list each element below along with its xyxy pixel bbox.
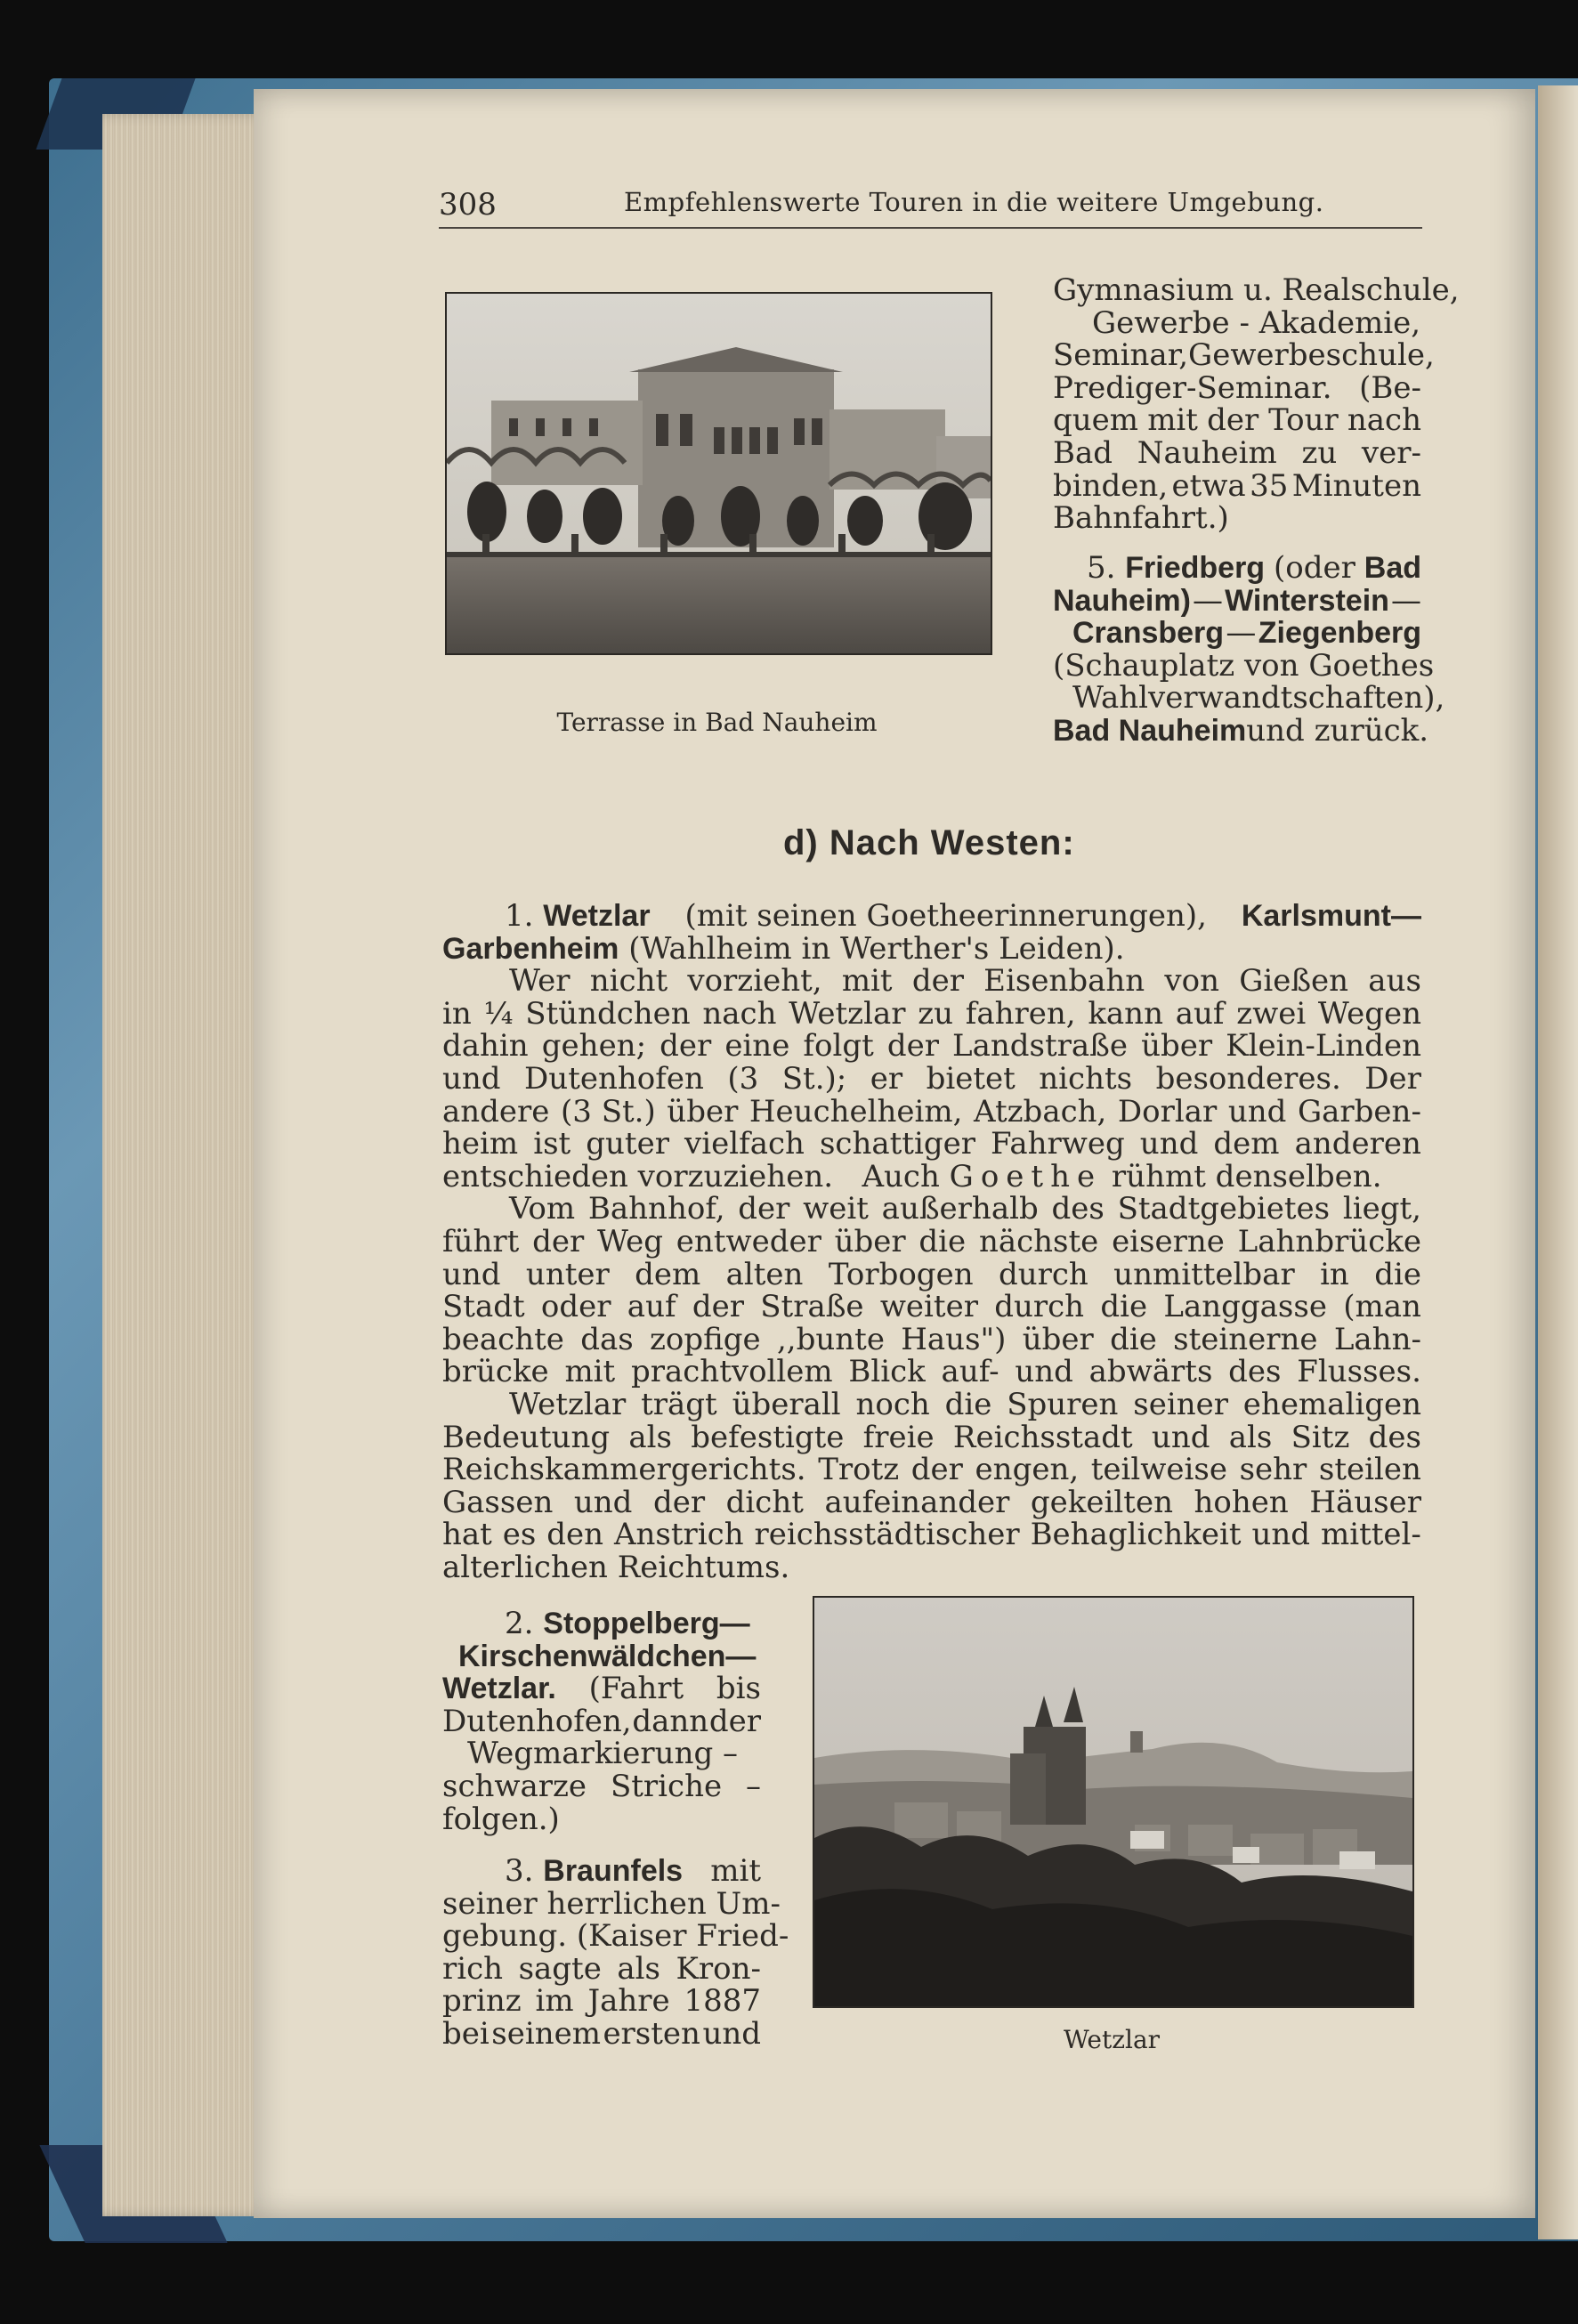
text-line: binden, etwa 35 Minuten <box>1053 467 1421 504</box>
text-line: Reichskammergerichts. Trotz der engen, teilweise sehr steilen <box>442 1452 1421 1488</box>
text-line: brücke mit prachtvollem Blick auf- und abwärts des Flusses. <box>442 1354 1421 1390</box>
text-line: 2. Stoppelberg— <box>505 1606 750 1641</box>
item-3-braunfels <box>442 1853 789 2052</box>
text-line: Bahnfahrt.) <box>1053 500 1229 537</box>
text-line: prinz im Jahre 1887 <box>442 1983 761 2020</box>
photo-bad-nauheim <box>445 292 992 655</box>
text-line: Wetzlar. (Fahrt bis <box>442 1671 761 1707</box>
text-line: entschieden vorzuziehen. Auch Goethe rühmt denselben. <box>442 1158 1382 1194</box>
text-line: Gewerbe - Akademie, <box>1092 304 1421 341</box>
text-line: 5. Friedberg (oder Bad <box>1087 550 1421 586</box>
text-line: alterlichen Reichtums. <box>442 1549 790 1585</box>
text-line: führt der Weg entweder über die nächste eiserne Lahnbrücke <box>442 1223 1421 1259</box>
name-goethe-spaced: Goethe <box>949 1158 1103 1194</box>
section-heading: d) Nach Westen: <box>783 823 1075 862</box>
text-line: schwarze Striche – <box>442 1768 761 1804</box>
text-line: 1. Wetzlar (mit seinen Goetheerinnerungen), Karlsmunt— <box>505 898 1421 934</box>
text-line: dahin gehen; der eine folgt der Landstraße über Klein-Linden <box>442 1028 1421 1065</box>
photo-wetzlar-illustration <box>814 1598 1412 2006</box>
text-line: in ¼ Stündchen nach Wetzlar zu fahren, kann auf zwei Wegen <box>442 995 1421 1032</box>
text-line: Wer nicht vorzieht, mit der Eisenbahn von Gießen aus <box>509 963 1421 1000</box>
text-line: Vom Bahnhof, der weit außerhalb des Stadtgebietes liegt, <box>509 1191 1421 1227</box>
photo-wetzlar <box>813 1596 1414 2008</box>
text-line: Bedeutung als befestigte freie Reichsstadt und als Sitz des <box>442 1419 1421 1455</box>
text-line: 3. Braunfels mit <box>505 1853 761 1889</box>
place-friedberg: Friedberg <box>1125 551 1266 585</box>
item-1-wetzlar <box>442 900 1421 1583</box>
text-line: heim ist guter vielfach schattiger Fahrweg und dem anderen <box>442 1126 1421 1162</box>
place-stoppelberg: Stoppelberg— <box>543 1607 750 1640</box>
text-line: hat es den Anstrich reichsstädtischer Behaglichkeit und mittel- <box>442 1517 1421 1553</box>
photo-bad-nauheim-illustration <box>447 294 991 653</box>
place-wetzlar: Wetzlar <box>543 899 651 933</box>
text-line: und Dutenhofen (3 St.); er bietet nichts besonderes. Der <box>442 1060 1421 1097</box>
text-line: Stadt oder auf der Straße weiter durch die Langgasse (man <box>442 1289 1421 1325</box>
text-line: (Schauplatz von Goethes <box>1053 647 1435 684</box>
text-line: Gassen und der dicht aufeinander gekeilten hohen Häuser <box>442 1484 1421 1520</box>
text-line: seiner herrlichen Um- <box>442 1885 781 1922</box>
text-line: bei seinem ersten und <box>442 2015 761 2052</box>
caption-wetzlar: Wetzlar <box>1063 2025 1161 2054</box>
page-number: 308 <box>439 187 497 223</box>
text-line: rich sagte als Kron- <box>442 1950 761 1987</box>
text-line: Cransberg — Ziegenberg <box>1072 615 1421 652</box>
item-2-stoppelberg <box>442 1607 761 1835</box>
text-line: folgen.) <box>442 1801 560 1837</box>
place-karlsmunt: Karlsmunt— <box>1241 899 1421 933</box>
place-ziegenberg: Ziegenberg <box>1258 616 1421 651</box>
text-line <box>442 1640 761 1673</box>
text-line: Wetzlar trägt überall noch die Spuren seiner ehemaligen <box>509 1386 1421 1422</box>
text-line: Prediger-Seminar. (Be- <box>1053 369 1421 406</box>
text-line: Bad Nauheim zu ver- <box>1053 434 1421 471</box>
paragraph-route <box>442 965 1421 1193</box>
place-wetzlar-2: Wetzlar. <box>442 1672 556 1706</box>
text-line: beachte das zopfige ,,bunte Haus") über die steinerne Lahn- <box>442 1321 1421 1357</box>
place-kirschenwaeldchen: Kirschenwäldchen— <box>458 1639 757 1673</box>
running-title: Empfehlenswerte Touren in die weitere Umgebung. <box>624 187 1324 217</box>
caption-bad-nauheim: Terrasse in Bad Nauheim <box>556 708 878 737</box>
place-bad-nauheim: Bad Nauheim <box>1053 713 1247 748</box>
text-line: und unter dem alten Torbogen durch unmittelbar in die <box>442 1256 1421 1292</box>
item-5-friedberg <box>1053 550 1445 749</box>
text-line: Wahlverwandtschaften), <box>1072 680 1445 717</box>
text-line: Seminar, Gewerbeschule, <box>1053 337 1435 374</box>
text-line: Bad Nauheim und zurück. <box>1053 712 1429 749</box>
paragraph-bahnhof <box>442 1193 1421 1389</box>
text-line: quem mit der Tour nach <box>1053 402 1421 439</box>
running-head <box>439 182 1422 229</box>
place-winterstein: Winterstein <box>1225 583 1389 618</box>
place-garbenheim: Garbenheim <box>442 931 619 966</box>
place-braunfels: Braunfels <box>543 1854 684 1888</box>
text-line: andere (3 St.) über Heuchelheim, Atzbach, Dorlar und Garben- <box>442 1093 1421 1130</box>
text-line: gebung. (Kaiser Fried- <box>442 1918 789 1955</box>
text-line: Gymnasium u. Realschule, <box>1053 272 1460 308</box>
text-line: Wegmarkierung – <box>467 1736 739 1772</box>
paragraph-wetzlar-history <box>442 1386 1421 1585</box>
text-line: Nauheim) — Winterstein — <box>1053 582 1421 619</box>
place-cransberg: Cransberg <box>1072 616 1225 651</box>
text-line: Garbenheim (Wahlheim in Werther's Leiden). <box>442 930 1125 967</box>
section4-continuation <box>1053 272 1460 537</box>
text-line: Dutenhofen, dann der <box>442 1703 761 1739</box>
